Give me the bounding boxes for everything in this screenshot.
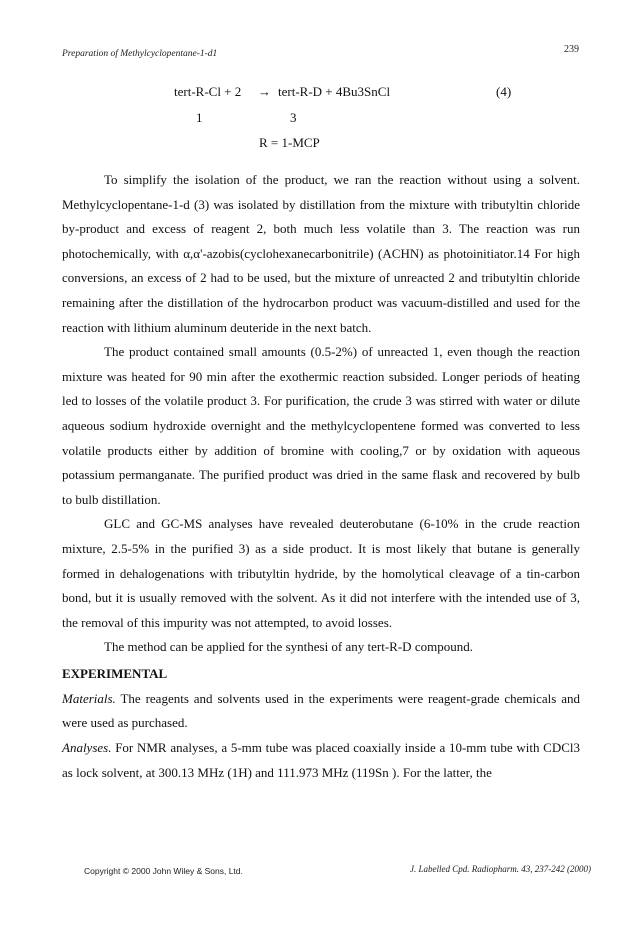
- analyses-paragraph: [62, 736, 580, 785]
- reaction-equation: [0, 84, 627, 154]
- compound-label-3: 3: [290, 110, 297, 125]
- materials-label: Materials.: [62, 690, 116, 706]
- copyright-footer: Copyright © 2000 John Wiley & Sons, Ltd.: [84, 866, 243, 876]
- materials-paragraph: [62, 687, 580, 736]
- running-head: Preparation of Methylcyclopentane-1-d1: [62, 49, 218, 59]
- r-definition: R = 1-MCP: [259, 135, 320, 150]
- paragraph-1: To simplify the isolation of the product, we ran the reaction without using a solvent. Methylcyclopentane-1-d (3) was isolated by distillation from the mixture with tributyltin chloride by-product and excess of reagent 2, both much less volatile than 3. The reaction was run photochemically, with α,α'-azobis(cyclohexanecarbonitrile) (ACHN) as photoinitiator.14 For high conversions, an excess of 2 had to be used, but the mixture of unreacted 2 and tributyltin chloride remaining after the distillation of the hydrocarbon product was vacuum-distilled and used for the reaction with lithium aluminum deuteride in the next batch.: [62, 172, 580, 335]
- analyses-label: Analyses.: [62, 740, 112, 756]
- materials-text: The reagents and solvents used in the experiments were reagent-grade chemicals and were used as purchased.: [62, 690, 581, 731]
- journal-citation: J. Labelled Cpd. Radiopharm. 43, 237-242 (2000): [410, 864, 591, 874]
- compound-label-1: 1: [196, 110, 203, 125]
- section-heading-experimental: EXPERIMENTAL: [62, 665, 168, 681]
- equation-right-term: tert-R-D + 4Bu3SnCl: [278, 84, 391, 99]
- page-number: 239: [564, 44, 579, 55]
- body-text: [62, 168, 580, 785]
- equation-number: (4): [496, 84, 512, 99]
- analyses-text: For NMR analyses, a 5-mm tube was placed coaxially inside a 10-mm tube with CDCl3 as lock solvent, at 300.13 MHz (1H) and 111.973 MHz (119Sn ). For the latter, the: [62, 740, 581, 780]
- reaction-arrow: →: [258, 84, 271, 99]
- paragraph-4: The method can be applied for the synthesi of any tert-R-D compound.: [104, 639, 473, 655]
- paragraph-3: GLC and GC-MS analyses have revealed deuterobutane (6-10% in the crude reaction mixture, 2.5-5% in the purified 3) as a side product. It is most likely that butane is generally formed in dehalogenations with tributyltin hydride, by the homolytical cleavage of a tin-carbon bond, but it is usually removed with the solvent. As it did not interfere with the intended use of 3, the removal of this impurity was not attempted, to avoid losses.: [62, 516, 580, 630]
- paragraph-2: The product contained small amounts (0.5-2%) of unreacted 1, even though the reaction mixture was heated for 90 min after the exothermic reaction subsided. Longer periods of heating led to losses of the volatile product 3. For purification, the crude 3 was stirred with water or dilute aqueous sodium hydroxide overnight and the methylcyclopentene formed was converted to less volatile products either by addition of bromine with cooling,7 or by oxidation with aqueous potassium permanganate. The purified product was dried in the same flask and recovered by bulb to bulb distillation.: [62, 344, 580, 507]
- equation-left-term: tert-R-Cl + 2: [174, 84, 242, 99]
